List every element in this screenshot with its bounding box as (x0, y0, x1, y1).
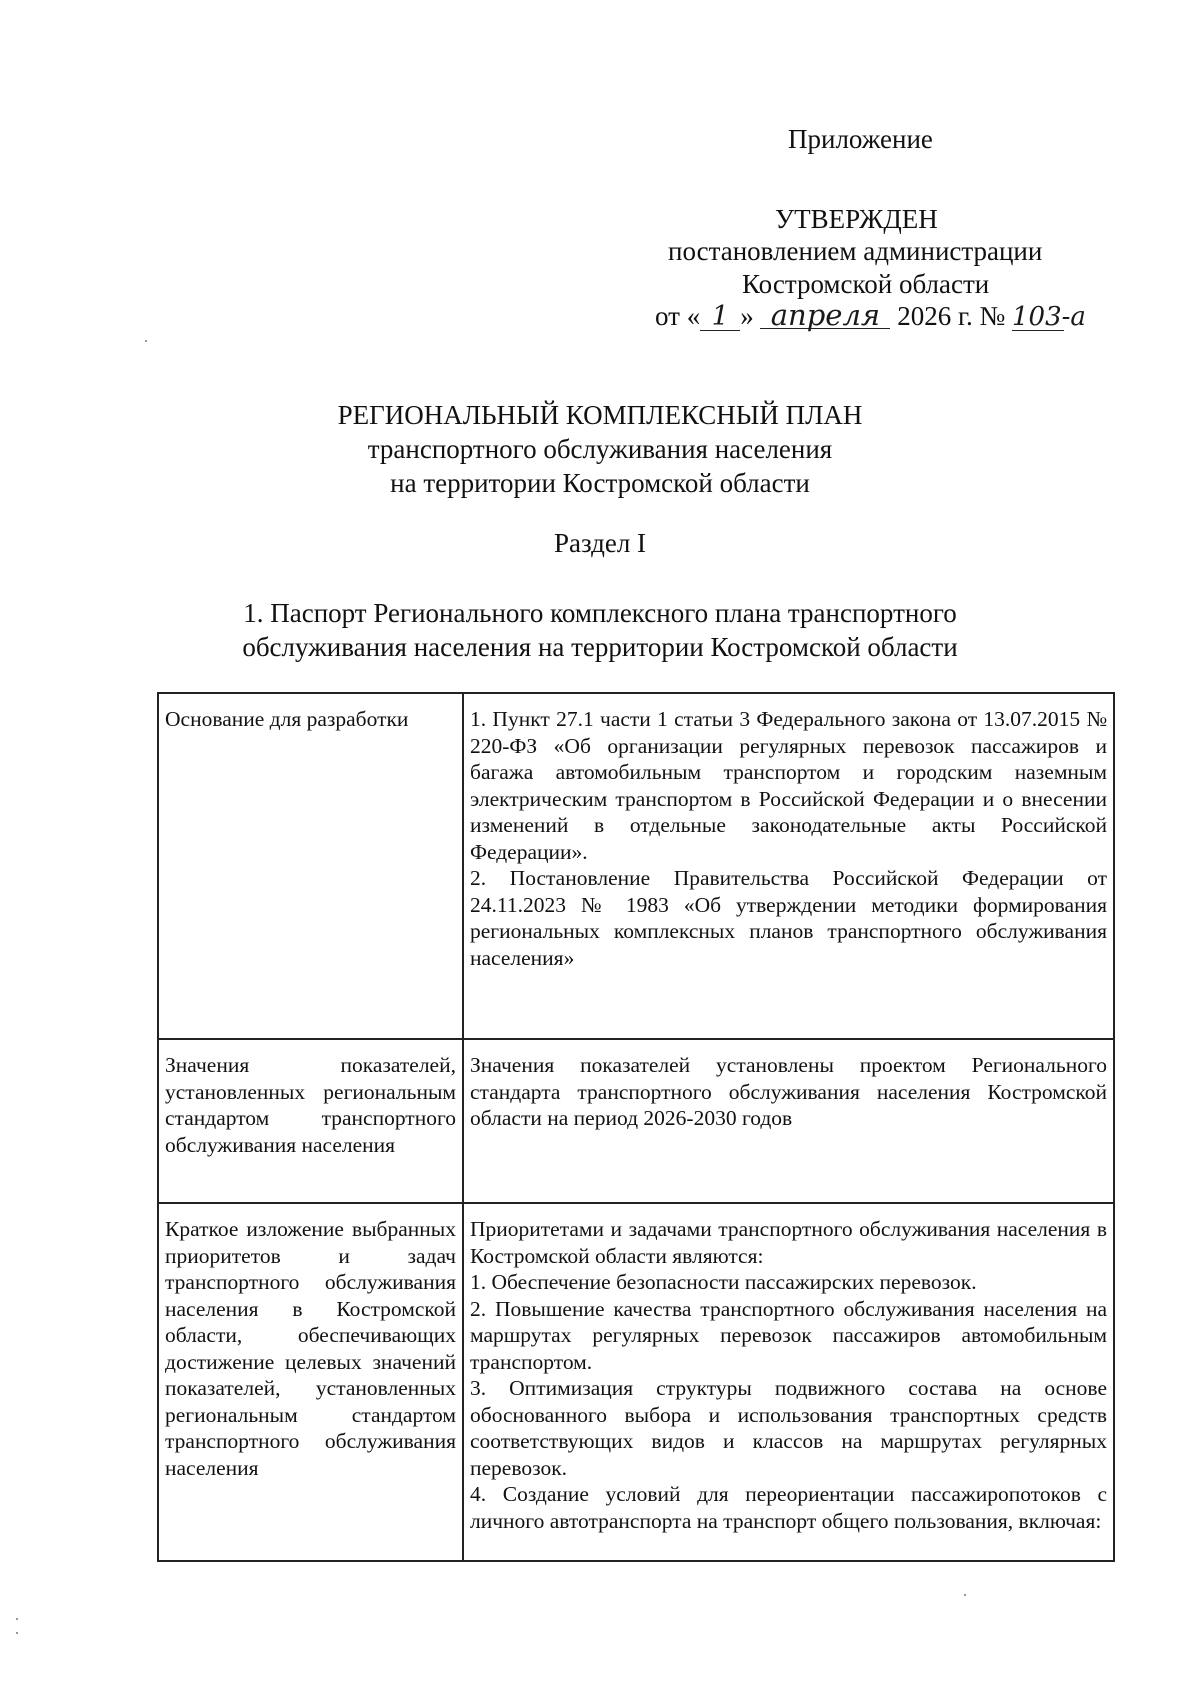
approved-by-line: постановлением администрации (668, 236, 1043, 266)
date-mid: » (740, 301, 754, 331)
table-row (158, 1203, 1114, 1561)
handwritten-day: 1 (700, 304, 740, 331)
passport-title-line-2: обслуживания населения на территории Костромской области (242, 632, 958, 662)
row-label: Значения показателей, установленных региональным стандартом транспортного обслуживания населения (158, 1039, 463, 1203)
date-year: 2026 г. № (897, 301, 1006, 331)
content-paragraph: Значения показателей установлены проектом Регионального стандарта транспортного обслуживания населения Костромской области на период 2026-2030 годов (470, 1053, 1107, 1130)
passport-title-line-1: 1. Паспорт Регионального комплексного плана транспортного (243, 598, 957, 628)
scan-speck (145, 340, 147, 342)
content-paragraph: 3. Оптимизация структуры подвижного состава на основе обоснованного выбора и использования транспортных средств соответствующих видов и классов на маршрутах регулярных перевозок. (470, 1376, 1107, 1480)
table-row (158, 1039, 1114, 1203)
content-paragraph: 1. Пункт 27.1 части 1 статьи 3 Федерального закона от 13.07.2015 № 220-ФЗ «Об организации регулярных перевозок пассажиров и багажа автомобильным транспортом и городским наземным электрическим транспортом в Российской Федерации и о внесении изменений в отдельные законодательные акты Российской Федерации». (470, 707, 1107, 864)
title-line-1: РЕГИОНАЛЬНЫЙ КОМПЛЕКСНЫЙ ПЛАН (337, 400, 863, 430)
row-content (463, 1039, 1114, 1203)
row-label: Основание для разработки (158, 693, 463, 1039)
scan-speck (16, 1632, 18, 1634)
section-heading: Раздел I (553, 528, 647, 558)
passport-table (157, 692, 1115, 1562)
content-paragraph: 2. Постановление Правительства Российской Федерации от 24.11.2023 № 1983 «Об утверждении методики формирования региональных комплексных планов транспортного обслуживания населения» (470, 866, 1107, 970)
handwritten-doc-number: 103-а (1012, 302, 1086, 332)
date-prefix: от « (655, 301, 701, 331)
approval-date-line (655, 298, 1086, 333)
approved-heading: УТВЕРЖДЕН (775, 204, 938, 234)
content-paragraph: Приоритетами и задачами транспортного обслуживания населения в Костромской области являются: (470, 1217, 1107, 1268)
row-content (463, 1203, 1114, 1561)
region-line: Костромской области (742, 269, 990, 299)
content-paragraph: 1. Обеспечение безопасности пассажирских перевозок. (470, 1270, 977, 1294)
content-paragraph: 4. Создание условий для переориентации пассажиропотоков с личного автотранспорта на транспорт общего пользования, включая: (470, 1482, 1107, 1533)
appendix-label: Приложение (788, 124, 933, 154)
title-line-3: на территории Костромской области (390, 468, 810, 498)
row-label: Краткое изложение выбранных приоритетов и задач транспортного обслуживания населения в Костромской области, обеспечивающих достижение целевых значений показателей, установленных региональным стандартом транспортного обслуживания населения (158, 1203, 463, 1561)
document-title (0, 398, 1200, 500)
scan-speck (16, 1618, 18, 1620)
table-row (158, 693, 1114, 1039)
title-line-2: транспортного обслуживания населения (367, 434, 833, 464)
row-content (463, 693, 1114, 1039)
scan-speck (964, 1594, 966, 1596)
handwritten-month: апреля (760, 302, 890, 329)
content-paragraph: 2. Повышение качества транспортного обслуживания населения на маршрутах регулярных перевозок пассажиров автомобильным транспортом. (470, 1296, 1107, 1374)
passport-title (0, 596, 1200, 664)
